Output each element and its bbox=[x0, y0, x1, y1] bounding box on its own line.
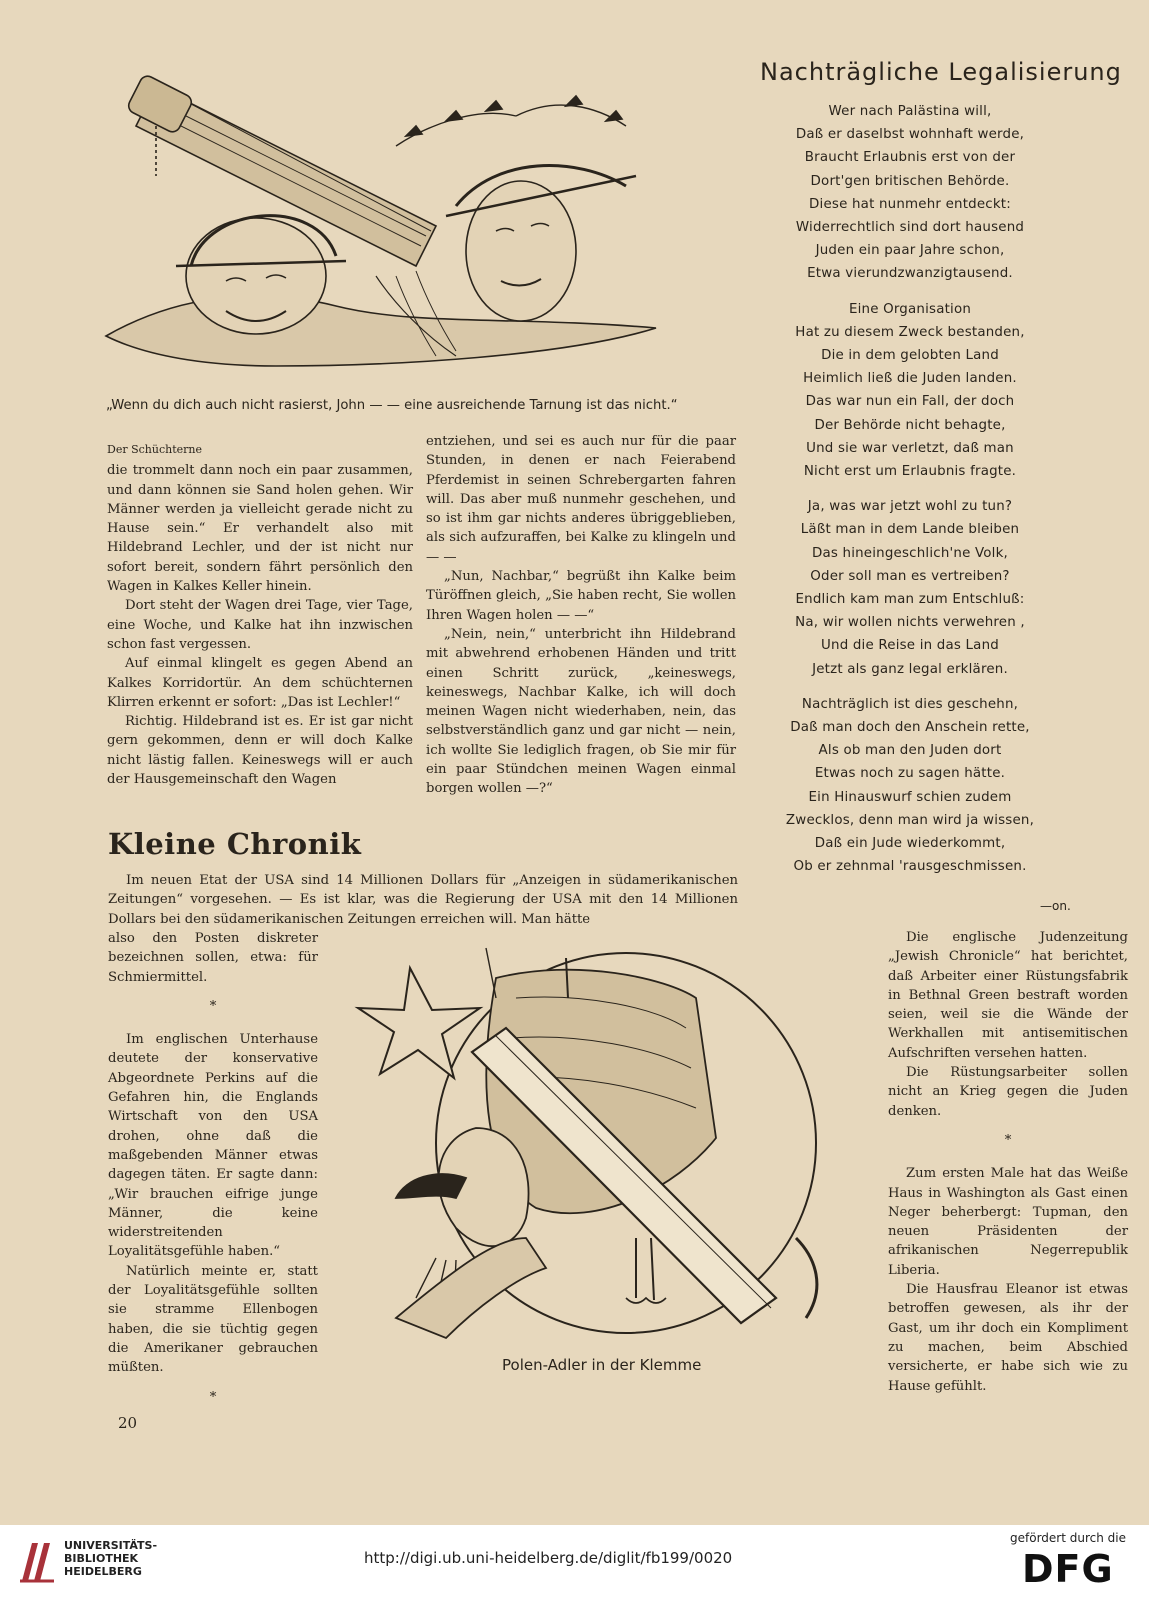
poem-line: Dort'gen britischen Behörde. bbox=[810, 173, 1010, 189]
chronik-item-paragraph: Die Hausfrau Eleanor ist etwas betroffen gewesen, als ihr der Gast, um ihr doch ein Kompliment zu machen, beim Abschied versicherte, er habe sich wie zu Hause gefühlt. bbox=[888, 1282, 1128, 1394]
poem-line: Na, wir wollen nichts verwehren , bbox=[795, 615, 1025, 631]
poem-line: Das hineingeschlich'ne Volk, bbox=[811, 545, 1009, 561]
story-paragraph: entziehen, und sei es auch nur für die paar Stunden, in denen er nach Feierabend Pferdemist in seinen Schrebergarten fahren will. Das aber muß nunmehr geschehen, und so ist ihm gar nichts anderes übriggeblieben, als sich aufzuraffen, bei Kalke zu klingeln und — — bbox=[426, 434, 736, 565]
poem-stanza bbox=[760, 693, 1060, 879]
library-name bbox=[64, 1539, 157, 1578]
chronik-item-paragraph: Die englische Judenzeitung „Jewish Chronicle“ hat berichtet, daß Arbeiter einer Rüstungsfabrik in Bethnal Green bestraft worden seien, weil sie die Wände der Werkhallen mit antisemitischen Aufschriften versehen hatten. bbox=[888, 930, 1128, 1061]
bottom-cartoon-caption: Polen-Adler in der Klemme bbox=[502, 1356, 702, 1374]
poem-line: Etwa vierundzwanzigtausend. bbox=[807, 266, 1013, 282]
separator-star: * bbox=[1004, 1132, 1012, 1148]
story-column-2 bbox=[426, 432, 736, 799]
poem-line: Das war nun ein Fall, der doch bbox=[805, 394, 1015, 410]
cartoon-soldiers-illustration bbox=[96, 66, 676, 382]
poem-line: Widerrechtlich sind dort hausend bbox=[795, 220, 1025, 236]
poem-line: Endlich kam man zum Entschluß: bbox=[795, 592, 1025, 608]
poem-line: Zwecklos, denn man wird ja wissen, bbox=[785, 812, 1035, 828]
poem-line: Oder soll man es vertreiben? bbox=[810, 568, 1010, 584]
cartoon-eagle-illustration bbox=[336, 938, 860, 1348]
poem-line: Etwas noch zu sagen hätte. bbox=[814, 766, 1006, 782]
eagle-drawing bbox=[336, 938, 860, 1348]
chronik-item-paragraph: Im englischen Unterhause deutete der konservative Abgeordnete Perkins auf die Gefahren hin, die Englands Wirtschaft von den USA drohen, ohne daß die maßgebenden Männer etwas dagegen täten. Er sagte dann: „Wir brauchen eifrige junge Männer, die keine widerstreitenden Loyalitätsgefühle haben.“ bbox=[108, 1032, 318, 1260]
chronik-left-column bbox=[108, 929, 318, 1421]
poem-line: Läßt man in dem Lande bleiben bbox=[800, 522, 1020, 538]
story-paragraph: Richtig. Hildebrand ist es. Er ist gar nicht gern gekommen, denn er will doch Kalke nicht lästig fallen. Keineswegs will er auch der Hausgemeinschaft den Wagen bbox=[107, 714, 413, 788]
poem-line: Als ob man den Juden dort bbox=[818, 743, 1002, 759]
separator-star: * bbox=[209, 998, 217, 1014]
poem-body bbox=[760, 100, 1060, 891]
poem-stanza bbox=[760, 100, 1060, 286]
story-subtitle: Der Schüchterne bbox=[107, 443, 202, 456]
poem-signature: —on. bbox=[1040, 899, 1071, 913]
chronik-item-paragraph: Natürlich meinte er, statt der Loyalitätsgefühle sollten sie stramme Ellenbogen haben, die sie tüchtig gegen die Amerikaner gebrauchen müßten. bbox=[108, 1263, 318, 1376]
chronik-headline: Kleine Chronik bbox=[108, 827, 362, 861]
poem-title: Nachträgliche Legalisierung bbox=[760, 58, 1122, 86]
poem-line: Daß man doch den Anschein rette, bbox=[790, 720, 1030, 736]
poem-line: Und sie war verletzt, daß man bbox=[806, 440, 1014, 456]
funding-note: gefördert durch die bbox=[1010, 1531, 1126, 1545]
library-name-line: UNIVERSITÄTS- bbox=[64, 1539, 158, 1552]
poem-line: Ein Hinauswurf schien zudem bbox=[808, 789, 1012, 805]
story-paragraph: Dort steht der Wagen drei Tage, vier Tage, eine Woche, und Kalke hat ihn inzwischen schon fast vergessen. bbox=[107, 598, 413, 652]
poem-line: Ob er zehnmal 'rausgeschmissen. bbox=[793, 859, 1027, 875]
top-cartoon-caption: „Wenn du dich auch nicht rasierst, John — — eine ausreichende Tarnung ist das nicht.“ bbox=[106, 398, 678, 413]
page-number: 20 bbox=[118, 1414, 138, 1432]
story-paragraph: die trommelt dann noch ein paar zusammen, und dann können sie Sand holen gehen. Wir Männer werden ja vielleicht gerade nicht zu Hause sein.“ Er verhandelt also mit Hildebrand Lechler, und der ist nicht nur sofort bereit, sondern fährt persönlich den Wagen in Kalkes Keller hinein. bbox=[107, 463, 413, 595]
poem-line: Jetzt als ganz legal erklären. bbox=[812, 661, 1008, 677]
poem-line: Die in dem gelobten Land bbox=[821, 348, 999, 364]
poem-line: Hat zu diesem Zweck bestanden, bbox=[795, 324, 1025, 340]
chronik-right-column bbox=[888, 928, 1128, 1396]
library-name-line: BIBLIOTHEK bbox=[64, 1552, 139, 1565]
poem-line: Wer nach Palästina will, bbox=[828, 104, 992, 119]
chronik-lead-continued: also den Posten diskreter bezeichnen sollen, etwa: für Schmiermittel. bbox=[108, 931, 318, 985]
chronik-lead-paragraph: Im neuen Etat der USA sind 14 Millionen Dollars für „Anzeigen in südamerikanischen Zeitungen“ vorgesehen. — Es ist klar, was die Regierung der USA mit den 14 Millionen Dollars bei den südamerikanischen Zeitungen erreichen will. Man hätte bbox=[108, 873, 738, 927]
story-column-1 bbox=[107, 440, 413, 789]
chronik-lead bbox=[108, 871, 738, 929]
poem-line: Eine Organisation bbox=[848, 301, 972, 317]
poem-line: Juden ein paar Jahre schon, bbox=[815, 243, 1005, 259]
chronik-item-paragraph: Zum ersten Male hat das Weiße Haus in Washington als Gast einen Neger beherbergt: Tupman, den neuen Präsidenten der afrikanischen Negerrepublik Liberia. bbox=[888, 1166, 1128, 1278]
chronik-item-paragraph: Die Rüstungsarbeiter sollen nicht an Krieg gegen die Juden denken. bbox=[888, 1065, 1128, 1119]
story-paragraph: „Nun, Nachbar,“ begrüßt ihn Kalke beim Türöffnen gleich, „Sie haben recht, Sie wollen Ihren Wagen holen — —“ bbox=[426, 569, 736, 623]
story-paragraph: „Nein, nein,“ unterbricht ihn Hildebrand mit abwehrend erhobenen Händen und tritt einen Schritt zurück, „keineswegs, keineswegs, Nachbar Kalke, ich will doch meinen Wagen nicht wiederhaben, nein, das selbstverständlich ganz und gar nicht — nein, ich wollte Sie lediglich fragen, ob Sie mir für ein paar Stündchen meinen Wagen einmal borgen wollen —?“ bbox=[426, 626, 736, 797]
soldiers-drawing bbox=[96, 66, 676, 382]
poem-line: Daß er daselbst wohnhaft werde, bbox=[795, 127, 1025, 143]
poem-line: Braucht Erlaubnis erst von der bbox=[804, 150, 1016, 166]
digitization-footer bbox=[0, 1525, 1149, 1599]
poem-line: Ja, was war jetzt wohl zu tun? bbox=[807, 499, 1013, 515]
poem-line: Heimlich ließ die Juden landen. bbox=[803, 371, 1017, 387]
dfg-logo: DFG bbox=[1022, 1547, 1114, 1591]
poem-line: Diese hat nunmehr entdeckt: bbox=[809, 196, 1011, 212]
separator-star: * bbox=[209, 1389, 217, 1405]
permalink-url[interactable]: http://digi.ub.uni-heidelberg.de/diglit/fb199/0020 bbox=[364, 1549, 733, 1567]
poem-line: Nicht erst um Erlaubnis fragte. bbox=[803, 464, 1017, 480]
poem-line: Nachträglich ist dies geschehn, bbox=[801, 696, 1019, 712]
story-paragraph: Auf einmal klingelt es gegen Abend an Kalkes Korridortür. An dem schüchternen Klirren erkennt er sofort: „Das ist Lechler!“ bbox=[107, 656, 413, 710]
poem-line: Der Behörde nicht behagte, bbox=[814, 417, 1006, 433]
poem-stanza bbox=[760, 495, 1060, 681]
library-name-line: HEIDELBERG bbox=[64, 1565, 142, 1578]
poem-stanza bbox=[760, 298, 1060, 484]
poem-line: Daß ein Jude wiederkommt, bbox=[814, 836, 1006, 852]
library-logo-shape bbox=[18, 1537, 56, 1585]
poem-line: Und die Reise in das Land bbox=[821, 638, 999, 654]
library-logo-icon bbox=[18, 1537, 56, 1585]
